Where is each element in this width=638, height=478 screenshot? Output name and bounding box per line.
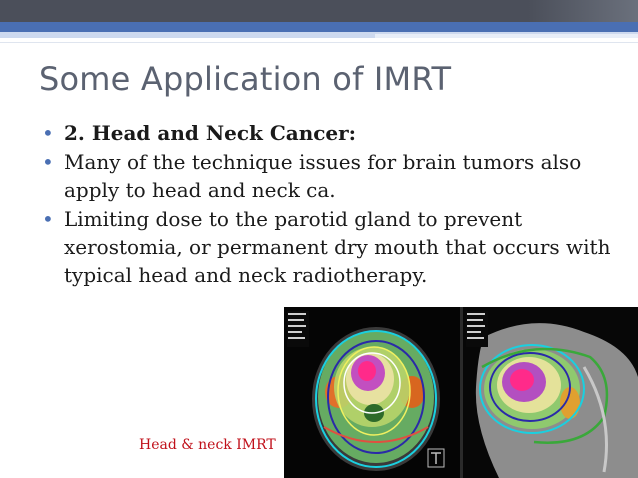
image-caption: Head & neck IMRT: [139, 437, 276, 453]
header-stripe: [0, 22, 638, 32]
imrt-scan-image: [284, 307, 638, 478]
header-bar: [0, 0, 638, 22]
header-rule: [0, 42, 638, 43]
axial-scan-panel: [284, 307, 460, 478]
header-fade: [528, 0, 638, 22]
bullet-dot: •: [42, 207, 54, 231]
header-decoration: [375, 34, 638, 38]
bullet-text: Limiting dose to the parotid gland to prevent xerostomia, or permanent dry mouth that occurs with typical head and neck radiotherapy.: [64, 207, 611, 287]
bullet-text: Many of the technique issues for brain tumors also apply to head and neck ca.: [64, 150, 582, 202]
bullet-item: [42, 119, 622, 147]
sagittal-scan-panel: [463, 307, 638, 478]
bullet-dot: •: [42, 121, 54, 145]
bullet-list: [42, 119, 622, 290]
bullet-text: 2. Head and Neck Cancer:: [64, 121, 357, 145]
bullet-dot: •: [42, 150, 54, 174]
bullet-item: [42, 205, 622, 289]
bullet-item: [42, 148, 622, 204]
slide-title: Some Application of IMRT: [39, 60, 452, 98]
